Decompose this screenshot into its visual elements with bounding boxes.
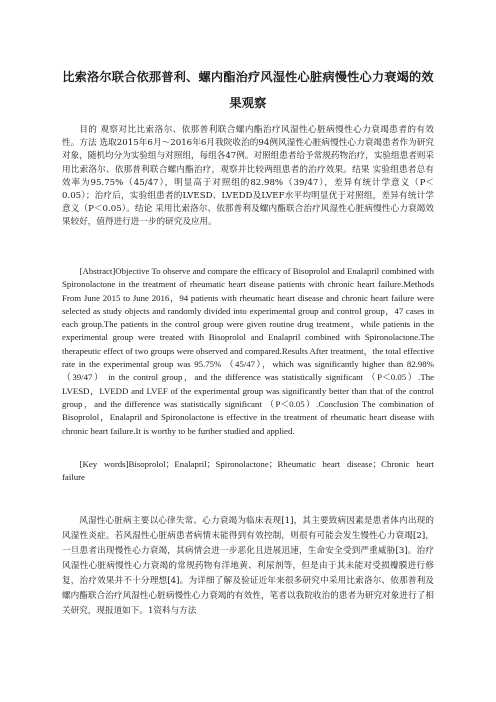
keywords: [Key words]Bisoprolol；Enalapril；Spironolactone；Rheumatic heart disease；Chronic heart failure — [62, 459, 434, 483]
abstract-chinese: 目的 观察对比比索洛尔、依那普利联合螺内酯治疗风湿性心脏病慢性心力衰竭患者的有效性。方法 选取2015年6月～2016年6月我院收治的94例风湿性心脏病慢性心力衰竭患者作为研究对象，随机均分为实验组与对照组，每组各47例。对照组患者给予常规药物治疗，实验组患者则采用比索洛尔、依那普利联合螺内酯治疗，观察并比较两组患者的治疗效果。结果 实验组患者总有效率为95.75%（45/47），明显高于对照组的82.98%（39/47），差异有统计学意义（P＜0.05）；治疗后，实验组患者的LVESD、LVEDD及LVEF水平均明显优于对照组，差异有统计学意义（P＜0.05）。结论 采用比索洛尔、依那普利及螺内酯联合治疗风湿性心脏病慢性心力衰竭效果较好，值得进行进一步的研究及应用。 — [62, 125, 434, 228]
introduction-paragraph: 风湿性心脏病主要以心律失常、心力衰竭为临床表现[1]，其主要致病因素是患者体内出现的风湿性炎症。若风湿性心脏病患者病情未能得到有效控制，则很有可能会发生慢性心力衰竭[2]，一旦患者出现慢性心力衰竭，其病情会进一步恶化且进展迅速，生命安全受到严重威胁[3]。治疗风湿性心脏病慢性心力衰竭的常规药物有洋地黄、利尿剂等，但是由于其未能对受损瓣膜进行修复，治疗效果并不十分理想[4]。为详细了解及验证近年来很多研究中采用比索洛尔、依那普利及螺内酯联合治疗风湿性心脏病慢性心力衰竭的有效性，笔者以我院收治的患者为研究对象进行了相关研究，现报道如下。1资料与方法 — [62, 516, 434, 616]
paper-title: 比索洛尔联合依那普利、螺内酯治疗风湿性心脏病慢性心力衰竭的效果观察 — [62, 70, 434, 110]
abstract-english: [Abstract]Objective To observe and compare the efficacy of Bisoprolol and Enalapril combined with Spironolactone in the treatment of rheumatic heart disease patients with chronic heart failure.Methods From June 2015 to June 2016，94 patients with rheumatic heart disease and chronic heart failure were selected as study objects and randomly divided into experimental group and control group，47 cases in each group.The patients in the control group were given routine drug treatment，while patients in the experimental group were treated with Bisoprolol and Enalapril combined with Spironolactone.The therapeutic effect of two groups were observed and compared.Results After treatment，the total effective rate in the experimental group was 95.75% （45/47），which was significantly higher than 82.98% （39/47） in the control group，and the difference was statistically significant （P＜0.05）.The LVESD，LVEDD and LVEF of the experimental group was significantly better than that of the control group，and the difference was statistically significant （P＜0.05）.Conclusion The combination of Bisoprolol，Enalapril and Spironolactone is effective in the treatment of rheumatic heart disease with chronic heart failure.It is worthy to be further studied and applied. — [62, 266, 434, 436]
